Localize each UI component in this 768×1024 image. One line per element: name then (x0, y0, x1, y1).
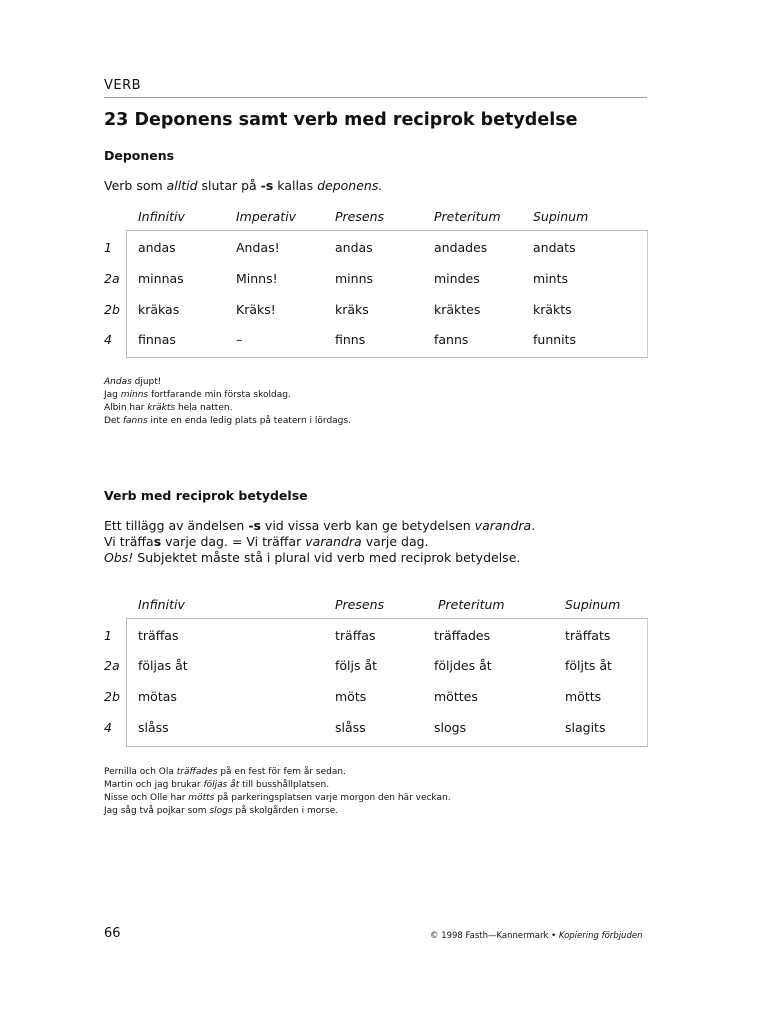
example-text: Nisse och Olle har (104, 793, 189, 803)
column-header: Supinum (533, 209, 589, 224)
table-cell: slogs (434, 720, 467, 735)
table-cell: kräks (335, 302, 369, 317)
table-cell: – (236, 332, 243, 347)
example-verb: fanns (122, 416, 148, 426)
table-cell: finnas (138, 332, 176, 347)
column-header: Preteritum (438, 597, 505, 612)
example-text: till busshållplatsen. (239, 780, 330, 790)
table-cell: andats (533, 240, 576, 255)
example-sentence (104, 415, 351, 428)
row-number: 2b (104, 689, 120, 704)
example-text: djupt! (131, 377, 162, 387)
column-header: Infinitiv (138, 597, 185, 612)
example-text: Pernilla och Ola (104, 767, 177, 777)
example-verb: slogs (209, 806, 233, 816)
example-text: Jag såg två pojkar som (104, 806, 210, 816)
example-text: på en fest för fem år sedan. (217, 767, 346, 777)
table-cell: slåss (335, 720, 366, 735)
row-number: 4 (104, 332, 112, 347)
intro-text: Verb som (104, 178, 167, 193)
deponens-heading: Deponens (104, 148, 175, 163)
copyright-footer (430, 931, 642, 941)
section-label: VERB (104, 78, 142, 93)
row-number: 2a (104, 658, 120, 673)
intro-text: varje dag. (361, 534, 429, 549)
table-cell: fanns (434, 332, 469, 347)
table-cell: andas (138, 240, 176, 255)
table-cell: Minns! (236, 271, 278, 286)
intro-suffix: -s (248, 518, 261, 533)
chapter-title: 23 Deponens samt verb med reciprok betydelse (104, 110, 578, 130)
example-text: fortfarande min första skoldag. (148, 390, 291, 400)
column-header: Infinitiv (138, 209, 185, 224)
table-cell: slagits (565, 720, 606, 735)
table-cell: mints (533, 271, 568, 286)
example-text: Jag (104, 390, 121, 400)
table-cell: kräkts (533, 302, 572, 317)
example-verb: följas åt (203, 780, 240, 790)
deponens-examples (104, 376, 351, 428)
reciprok-examples (104, 766, 451, 818)
table-cell: mötas (138, 689, 177, 704)
example-text: Martin och jag brukar (104, 780, 204, 790)
column-header: Supinum (565, 597, 621, 612)
intro-emphasis: alltid (166, 178, 198, 193)
column-header: Imperativ (236, 209, 297, 224)
table-cell: träffas (335, 628, 376, 643)
table-cell: andas (335, 240, 373, 255)
intro-suffix: s (153, 534, 162, 549)
intro-text: Vi träffa (104, 534, 154, 549)
copy-note: Kopiering förbjuden (558, 931, 643, 941)
example-verb: Andas (104, 377, 132, 387)
header-rule (104, 97, 647, 98)
intro-emphasis: varandra (305, 534, 362, 549)
example-sentence (104, 792, 451, 805)
example-verb: mötts (188, 793, 215, 803)
column-header: Preteritum (434, 209, 501, 224)
example-sentence (104, 805, 451, 818)
intro-line (104, 518, 535, 534)
column-header: Presens (335, 597, 385, 612)
table-cell: kräkas (138, 302, 180, 317)
obs-label: Obs! (104, 550, 134, 565)
intro-text: slutar på (197, 178, 261, 193)
intro-term: deponens. (317, 178, 383, 193)
row-number: 4 (104, 720, 112, 735)
table-cell: minns (335, 271, 374, 286)
copyright-text: © 1998 Fasth—Kannermark • (430, 931, 559, 941)
row-number: 1 (104, 628, 112, 643)
reciprok-heading: Verb med reciprok betydelse (104, 488, 308, 503)
intro-text: kallas (273, 178, 318, 193)
table-cell: finns (335, 332, 366, 347)
intro-suffix: -s (260, 178, 274, 193)
table-cell: möts (335, 689, 367, 704)
row-number: 2a (104, 271, 120, 286)
intro-text: Subjektet måste stå i plural vid verb med reciprok betydelse. (133, 550, 521, 565)
example-text: inte en enda ledig plats på teatern i lördags. (147, 416, 351, 426)
intro-text: . (531, 518, 536, 533)
table-cell: mindes (434, 271, 480, 286)
column-header: Presens (335, 209, 385, 224)
table-cell: mötts (565, 689, 602, 704)
table-cell: följdes åt (434, 658, 492, 673)
intro-text: vid vissa verb kan ge betydelsen (260, 518, 475, 533)
example-verb: träffades (176, 767, 218, 777)
intro-text: varje dag. = Vi träffar (161, 534, 306, 549)
table-cell: andades (434, 240, 488, 255)
example-text: på skolgården i morse. (232, 806, 339, 816)
table-cell: följas åt (138, 658, 188, 673)
example-sentence (104, 779, 451, 792)
example-verb: minns (120, 390, 149, 400)
table-cell: Kräks! (236, 302, 276, 317)
table-cell: kräktes (434, 302, 481, 317)
table-cell: slåss (138, 720, 169, 735)
intro-line (104, 550, 535, 566)
table-cell: följts åt (565, 658, 612, 673)
table-cell: träffas (138, 628, 179, 643)
example-sentence (104, 389, 351, 402)
table-cell: möttes (434, 689, 478, 704)
table-cell: minnas (138, 271, 184, 286)
row-number: 1 (104, 240, 112, 255)
intro-emphasis: varandra (474, 518, 532, 533)
example-sentence (104, 402, 351, 415)
reciprok-intro (104, 518, 535, 566)
table-cell: följs åt (335, 658, 378, 673)
example-text: Albin har (104, 403, 148, 413)
example-text: hela natten. (175, 403, 233, 413)
row-number: 2b (104, 302, 120, 317)
table-cell: Andas! (236, 240, 280, 255)
example-text: på parkeringsplatsen varje morgon den här veckan. (214, 793, 451, 803)
table-cell: träffades (434, 628, 491, 643)
example-sentence (104, 766, 451, 779)
intro-line (104, 534, 535, 550)
example-text: Det (104, 416, 123, 426)
page-number: 66 (104, 926, 121, 941)
table-cell: träffats (565, 628, 611, 643)
intro-text: Ett tillägg av ändelsen (104, 518, 249, 533)
example-sentence (104, 376, 351, 389)
deponens-intro (104, 178, 382, 194)
example-verb: kräkts (147, 403, 176, 413)
table-cell: funnits (533, 332, 577, 347)
